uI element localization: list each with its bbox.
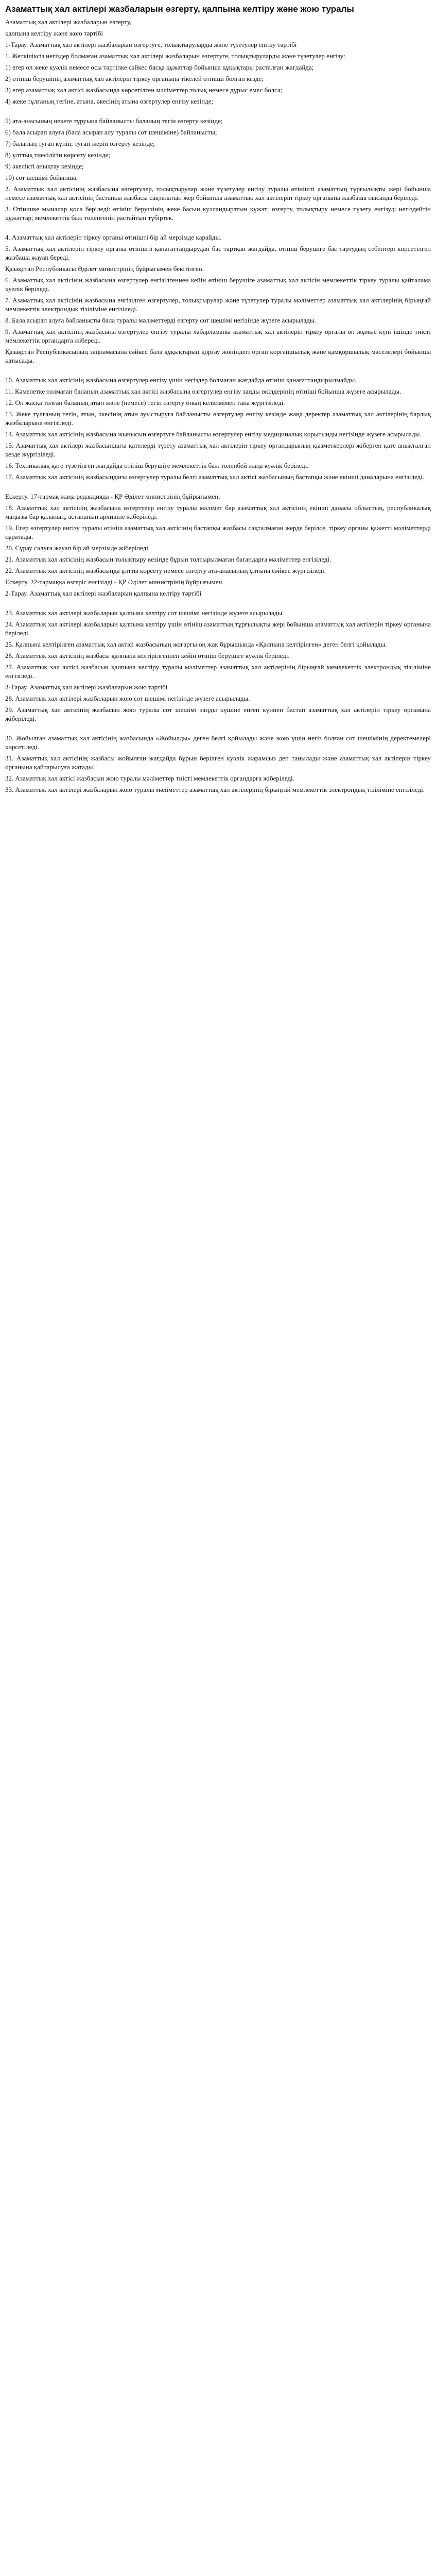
paragraph: 4) жеке тұлғаның тегіне, атына, әкесінің атына өзгертулер енгізу кезінде; xyxy=(5,97,214,105)
paragraph: 16. Техникалық қате түзетілген жағдайда өтініш берушіге мемлекеттік баж төленбей жаңа куәлік беріледі. xyxy=(5,462,309,469)
paragraph: 8) ұлттық тиесілігін көрсету кезінде; xyxy=(5,151,110,159)
paragraph: 28. Азаматтық хал актілері жазбаларын жою сот шешімі негізінде жүзеге асырылады. xyxy=(5,694,250,702)
paragraph: 9. Азаматтық хал актісінің жазбасына өзгертулер енгізу туралы хабарламаны азаматтық хал актілерін тіркеу органы он жұмыс күні ішінде тиісті мемлекеттік органдарға жібереді. xyxy=(5,328,431,344)
paragraph: 24. Азаматтық хал актілері жазбаларын қалпына келтіру үшін өтініш азаматтың тұрғылықты жері бойынша азаматтық хал актілерін тіркеу органына беріледі. xyxy=(5,620,431,637)
paragraph: 9) әкелікті анықтау кезінде; xyxy=(5,162,84,170)
paragraph: қалпына келтіру және жою тәртібі xyxy=(5,29,103,37)
paragraph: 14. Азаматтық хал актісінің жазбасына жынысын өзгертуге байланысты өзгертулер енгізу медициналық қорытынды негізінде жүзеге асырылады. xyxy=(5,430,422,438)
paragraph: 3) егер азаматтық хал актісі жазбасында көрсетілген мәліметтер толық немесе дұрыс емес болса; xyxy=(5,86,283,94)
paragraph: 22. Азаматтық хал актісінің жазбасында ұлтты көрсету немесе өзгерту ата-анасының ұлтына сәйкес жүргізіледі. xyxy=(5,567,326,574)
paragraph: 29. Азаматтық хал актісінің жазбасын жою туралы сот шешімі заңды күшіне енген күннен бастап азаматтық хал актілерін тіркеу органына жіберіледі. xyxy=(5,706,431,722)
paragraph: 17. Азаматтық хал актісінің жазбасындағы өзгертулер туралы белгі азаматтық хал актісі жазбасының бастапқы және екінші даналарына енгізіледі. xyxy=(5,473,425,481)
paragraph: 10. Азаматтық хал актісінің жазбасына өзгертулер енгізу үшін негіздер болмаған жағдайда өтініш қанағаттандырылмайды. xyxy=(5,376,357,384)
paragraph: 6) бала асырап алуға (бала асырап алу туралы сот шешіміне) байланысты; xyxy=(5,128,217,136)
paragraph: 32. Азаматтық хал актісі жазбасын жою туралы мәліметтер тиісті мемлекеттік органдарға жіберіледі. xyxy=(5,774,294,782)
paragraph: 1. Жеткіліксіз негіздер болмаған азаматтық хал актілері жазбаларын өзгертуге, толықтыруларды және түзетулер енгізу: xyxy=(5,52,345,60)
paragraph: Қазақстан Республикасы Әділет министрінің бұйрығымен бекітілген. xyxy=(5,265,204,273)
paragraph: 5. Азаматтық хал актілерін тіркеу органы өтінішті қанағаттандырудан бас тартқан жағдайда, өтініш берушіге бас тартудың себептері көрсетілген жазбаша жауап береді. xyxy=(5,245,431,261)
paragraph: Азаматтық хал актілері жазбаларын өзгерту, xyxy=(5,18,132,26)
document-title: Азаматтық хал актілері жазбаларын өзгерту, қалпына келтіру және жою туралы xyxy=(5,4,354,14)
paragraph: 7) баланың туған күнін, туған жерін өзгерту кезінде; xyxy=(5,140,155,147)
paragraph: 3-Тарау. Азаматтық хал актілері жазбаларын жою тәртібі xyxy=(5,683,168,691)
paragraph: 23. Азаматтық хал актілері жазбаларын қалпына келтіру сот шешімі негізінде жүзеге асырылады. xyxy=(5,609,284,617)
section-gap xyxy=(5,725,431,734)
paragraph: Ескерту. 17-тармақ жаңа редакцияда - ҚР Әділет министрінің бұйрығымен. xyxy=(5,493,220,500)
paragraph: 33. Азаматтық хал актілері жазбаларын жою туралы мәліметтер азаматтық хал актілерінің бірыңғай мемлекеттік электрондық тізіліміне енгізіледі. xyxy=(5,786,425,793)
section-gap xyxy=(5,600,431,608)
paragraph: 2-Тарау. Азаматтық хал актілері жазбаларын қалпына келтіру тәртібі xyxy=(5,589,202,597)
paragraph: Қазақстан Республикасының заңнамасына сәйкес бала құқықтарын қорғау жөніндегі орган қорғаншылық және қамқоршылық мәселелері бойынша қатысады. xyxy=(5,348,431,364)
paragraph: 30. Жойылған азаматтық хал актісінің жазбасында «Жойылды» деген белгі қойылады және жою үшін негіз болған сот шешімінің деректемелері көрсетіледі. xyxy=(5,734,431,751)
paragraph: 15. Азаматтық хал актілері жазбасындағы қателерді түзету азаматтық хал актілерін тіркеу органдарының қызметкерлері жіберген қате анықталған кезде жүргізіледі. xyxy=(5,442,431,458)
paragraph: 4. Азаматтық хал актілерін тіркеу органы өтінішті бір ай мерзімде қарайды. xyxy=(5,233,222,241)
paragraph: 1-Тарау. Азаматтық хал актілері жазбаларын өзгертуге, толықтыруларды және түзетулер енгізу тәртібі xyxy=(5,41,297,48)
paragraph: 18. Азаматтық хал актісінің жазбасына өзгертулер енгізу туралы мәлімет бар азаматтық хал актісінің екінші данасы облыстың, республикалық маңызы бар қаланың, астананың архивіне жіберіледі. xyxy=(5,504,431,520)
paragraph: 25. Қалпына келтірілген азаматтық хал актісі жазбасының жоғарғы оң жақ бұрышында «Қалпына келтірілген» деген белгі қойылады. xyxy=(5,640,387,648)
paragraph: 26. Азаматтық хал актісінің жазбасы қалпына келтірілгеннен кейін өтініш берушіге куәлік беріледі. xyxy=(5,652,290,659)
document-page xyxy=(0,0,436,803)
paragraph: 7. Азаматтық хал актісінің жазбасына енгізілген өзгертулер, толықтырулар және түзетулер туралы мәліметтер азаматтық хал актілерінің бірыңғай мемлекеттік электрондық тізіліміне енгізіледі. xyxy=(5,296,431,313)
paragraph: 8. Бала асырап алуға байланысты бала туралы мәліметтерді өзгерту сот шешімі негізінде жүзеге асырылады. xyxy=(5,316,316,324)
paragraph: Ескерту. 22-тармаққа өзгеріс енгізілді - ҚР Әділет министрінің бұйрығымен. xyxy=(5,578,224,586)
paragraph: 21. Азаматтық хал актісінің жазбасын толықтыру кезінде бұрын толтырылмаған бағандарға мәліметтер енгізіледі. xyxy=(5,555,332,563)
paragraph: 2. Азаматтық хал актісінің жазбасына өзгертулер, толықтырулар және түзетулер енгізу туралы өтінішті азаматтың тұрғылықты жері бойынша немесе азаматтық хал актісінің бастапқы жазбасы сақталатын жер бойынша азаматтық хал актілерін тіркеу органына жазбаша нысанда беріледі. xyxy=(5,185,431,201)
paragraph: 13. Жеке тұлғаның тегін, атын, әкесінің атын ауыстыруға байланысты өзгертулер енгізу кезінде жаңа деректер азаматтық хал актілерінің барлық жазбаларына енгізіледі. xyxy=(5,410,431,427)
paragraph: 31. Азаматтық хал актісінің жазбасы жойылған жағдайда бұрын берілген куәлік жарамсыз деп танылады және азаматтық хал актілерін тіркеу органына қайтарылуға жатады. xyxy=(5,754,431,771)
paragraph: 5) ата-анасының некеге тұруына байланысты баланың тегін өзгерту кезінде; xyxy=(5,117,223,125)
paragraph: 27. Азаматтық хал актісі жазбасын қалпына келтіру туралы мәліметтер азаматтық хал актілерінің бірыңғай мемлекеттік электрондық тізіліміне енгізіледі. xyxy=(5,663,431,680)
paragraph: 6. Азаматтық хал актісінің жазбасына өзгертулер енгізілгеннен кейін өтініш берушіге азаматтық хал актісін мемлекеттік тіркеу туралы қайталама куәлік беріледі. xyxy=(5,276,431,293)
paragraph: 12. Он жасқа толған баланың атын және (немесе) тегін өзгерту оның келісімімен ғана жүргізіледі. xyxy=(5,399,285,406)
section-gap xyxy=(5,108,431,116)
paragraph: 19. Егер өзгертулер енгізу туралы өтініш азаматтық хал актісінің бастапқы жазбасы сақталмаған жерде берілсе, тіркеу органы қажетті мәліметтерді сұратады. xyxy=(5,524,431,540)
paragraph: 10) сот шешімі бойынша. xyxy=(5,174,78,181)
document-body xyxy=(5,18,431,794)
section-gap xyxy=(5,367,431,376)
section-gap xyxy=(5,484,431,492)
paragraph: 1) егер ол жеке куәлік немесе осы тәртіпке сәйкес басқа құжаттар бойынша құқықтары расталған жағдайда; xyxy=(5,63,314,71)
paragraph: 3. Өтінішке мыналар қоса беріледі: өтініш берушінің жеке басын куәландыратын құжат; өзгерту, толықтыру немесе түзету енгізуді негіздейтін құжаттар; мемлекеттік баж төленгенін растайтын түбіртек. xyxy=(5,205,431,222)
paragraph: 20. Сұрау салуға жауап бір ай мерзімде жіберіледі. xyxy=(5,544,150,552)
paragraph: 2) өтініш берушінің азаматтық хал актілерін тіркеу органына тікелей өтініші болған кезде; xyxy=(5,75,264,82)
paragraph: 11. Кәмелетке толмаған баланың азаматтық хал актісі жазбасына өзгертулер енгізу заңды өкілдерінің өтініші бойынша жүзеге асырылады. xyxy=(5,387,402,395)
section-gap xyxy=(5,225,431,233)
